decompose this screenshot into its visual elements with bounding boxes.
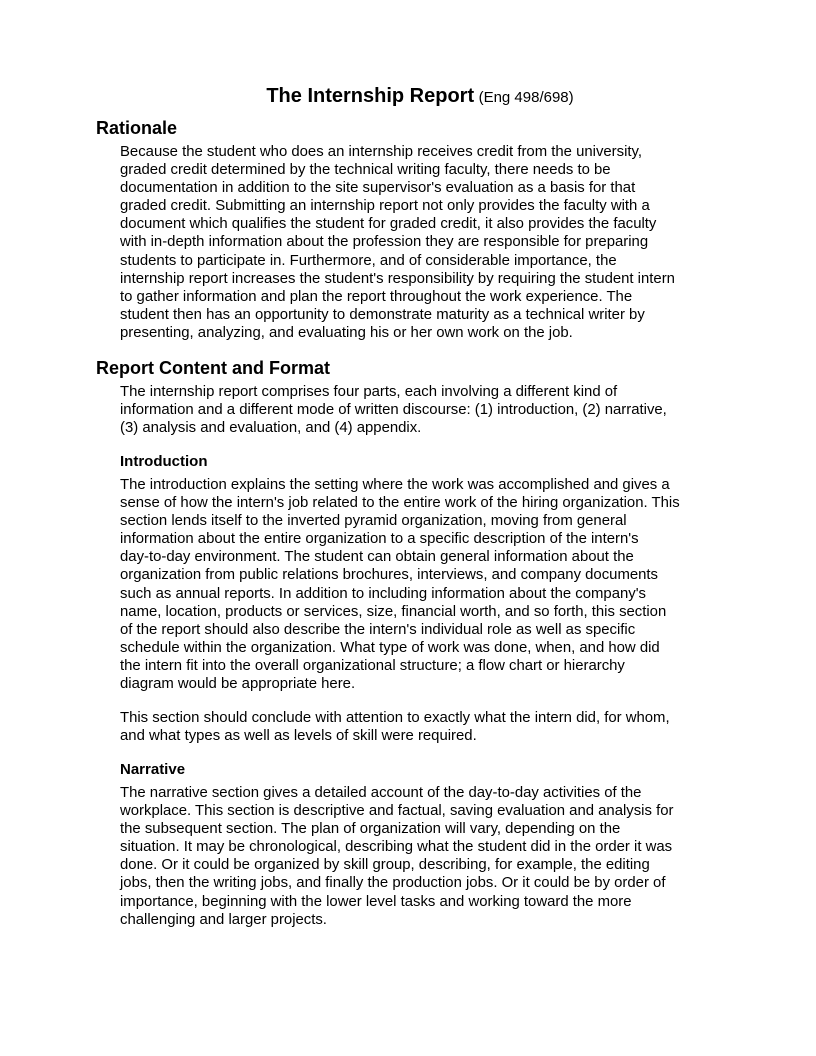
text-line: workplace. This section is descriptive and factual, saving evaluation and analysis for [120, 803, 674, 820]
text-line: of the report should also describe the intern's individual role as well as specific [120, 621, 636, 638]
text-line: to gather information and plan the report throughout the work experience. The [120, 288, 633, 305]
text-line: internship report increases the student's responsibility by requiring the student intern [120, 270, 675, 287]
text-line: information about the entire organization to a specific description of the intern's [120, 531, 639, 548]
text-line: This section should conclude with attention to exactly what the intern did, for whom, [120, 710, 670, 726]
text-line: done. Or it could be organized by skill group, describing, for example, the editing [120, 857, 650, 874]
content-format-heading: Report Content and Format [96, 358, 330, 378]
text-line: section lends itself to the inverted pyramid organization, moving from general [120, 513, 627, 530]
text-line: The introduction explains the setting where the work was accomplished and gives a [120, 477, 670, 493]
text-line: situation. It may be chronological, describing what the student did in the order it was [120, 839, 673, 856]
text-line: student then has an opportunity to demonstrate maturity as a technical writer by [120, 306, 645, 323]
text-line: presenting, analyzing, and evaluating his or her own work on the job. [120, 324, 573, 341]
text-line: day-to-day environment. The student can obtain general information about the [120, 549, 634, 566]
text-line: The narrative section gives a detailed account of the day-to-day activities of the [120, 785, 642, 801]
content-format-paragraph [120, 383, 667, 437]
text-line: (3) analysis and evaluation, and (4) appendix. [120, 420, 422, 437]
text-line: diagram would be appropriate here. [120, 676, 356, 693]
text-line: The internship report comprises four parts, each involving a different kind of [120, 384, 618, 400]
introduction-paragraph-2 [120, 709, 670, 745]
text-line: document which qualifies the student for graded credit, it also provides the faculty [120, 216, 657, 233]
text-line: name, location, products or services, size, financial worth, and so forth, this section [120, 603, 667, 620]
text-line: importance, beginning with the lower level tasks and working toward the more [120, 893, 632, 910]
text-line: students to participate in. Furthermore, and of considerable importance, the [120, 252, 617, 269]
text-line: schedule within the organization. What type of work was done, when, and how did [120, 639, 660, 656]
rationale-heading: Rationale [96, 118, 178, 138]
text-line: information and a different mode of written discourse: (1) introduction, (2) narrative, [120, 402, 667, 419]
text-line: documentation in addition to the site supervisor's evaluation as a basis for that [120, 180, 636, 197]
text-line: graded credit. Submitting an internship report not only provides the faculty with a [120, 198, 650, 215]
text-line: the intern fit into the overall organizational structure; a flow chart or hierarchy [120, 657, 625, 674]
text-line: with in-depth information about the profession they are responsible for preparing [120, 234, 649, 251]
text-line: Because the student who does an internship receives credit from the university, [120, 144, 643, 160]
text-line: challenging and larger projects. [120, 911, 327, 928]
introduction-paragraph-1 [120, 476, 680, 693]
rationale-paragraph [120, 143, 675, 342]
text-line: organization from public relations brochures, interviews, and company documents [120, 567, 658, 584]
text-line: the subsequent section. The plan of organization will vary, depending on the [120, 821, 621, 838]
text-line: jobs, then the writing jobs, and finally the production jobs. Or it could be by order of [120, 875, 666, 892]
narrative-paragraph [120, 784, 673, 929]
text-line: graded credit determined by the technical writing faculty, there needs to be [120, 162, 611, 179]
introduction-heading: Introduction [120, 453, 208, 470]
document-title [0, 85, 816, 108]
text-line: such as annual reports. In addition to including information about the company's [120, 585, 646, 602]
narrative-heading: Narrative [120, 761, 186, 778]
title-main: The Internship Report [266, 85, 475, 107]
text-line: sense of how the intern's job related to the entire work of the hiring organization. This [120, 495, 680, 512]
course-code: (Eng 498/698) [478, 89, 574, 106]
text-line: and what types as well as levels of skill were required. [120, 728, 477, 745]
